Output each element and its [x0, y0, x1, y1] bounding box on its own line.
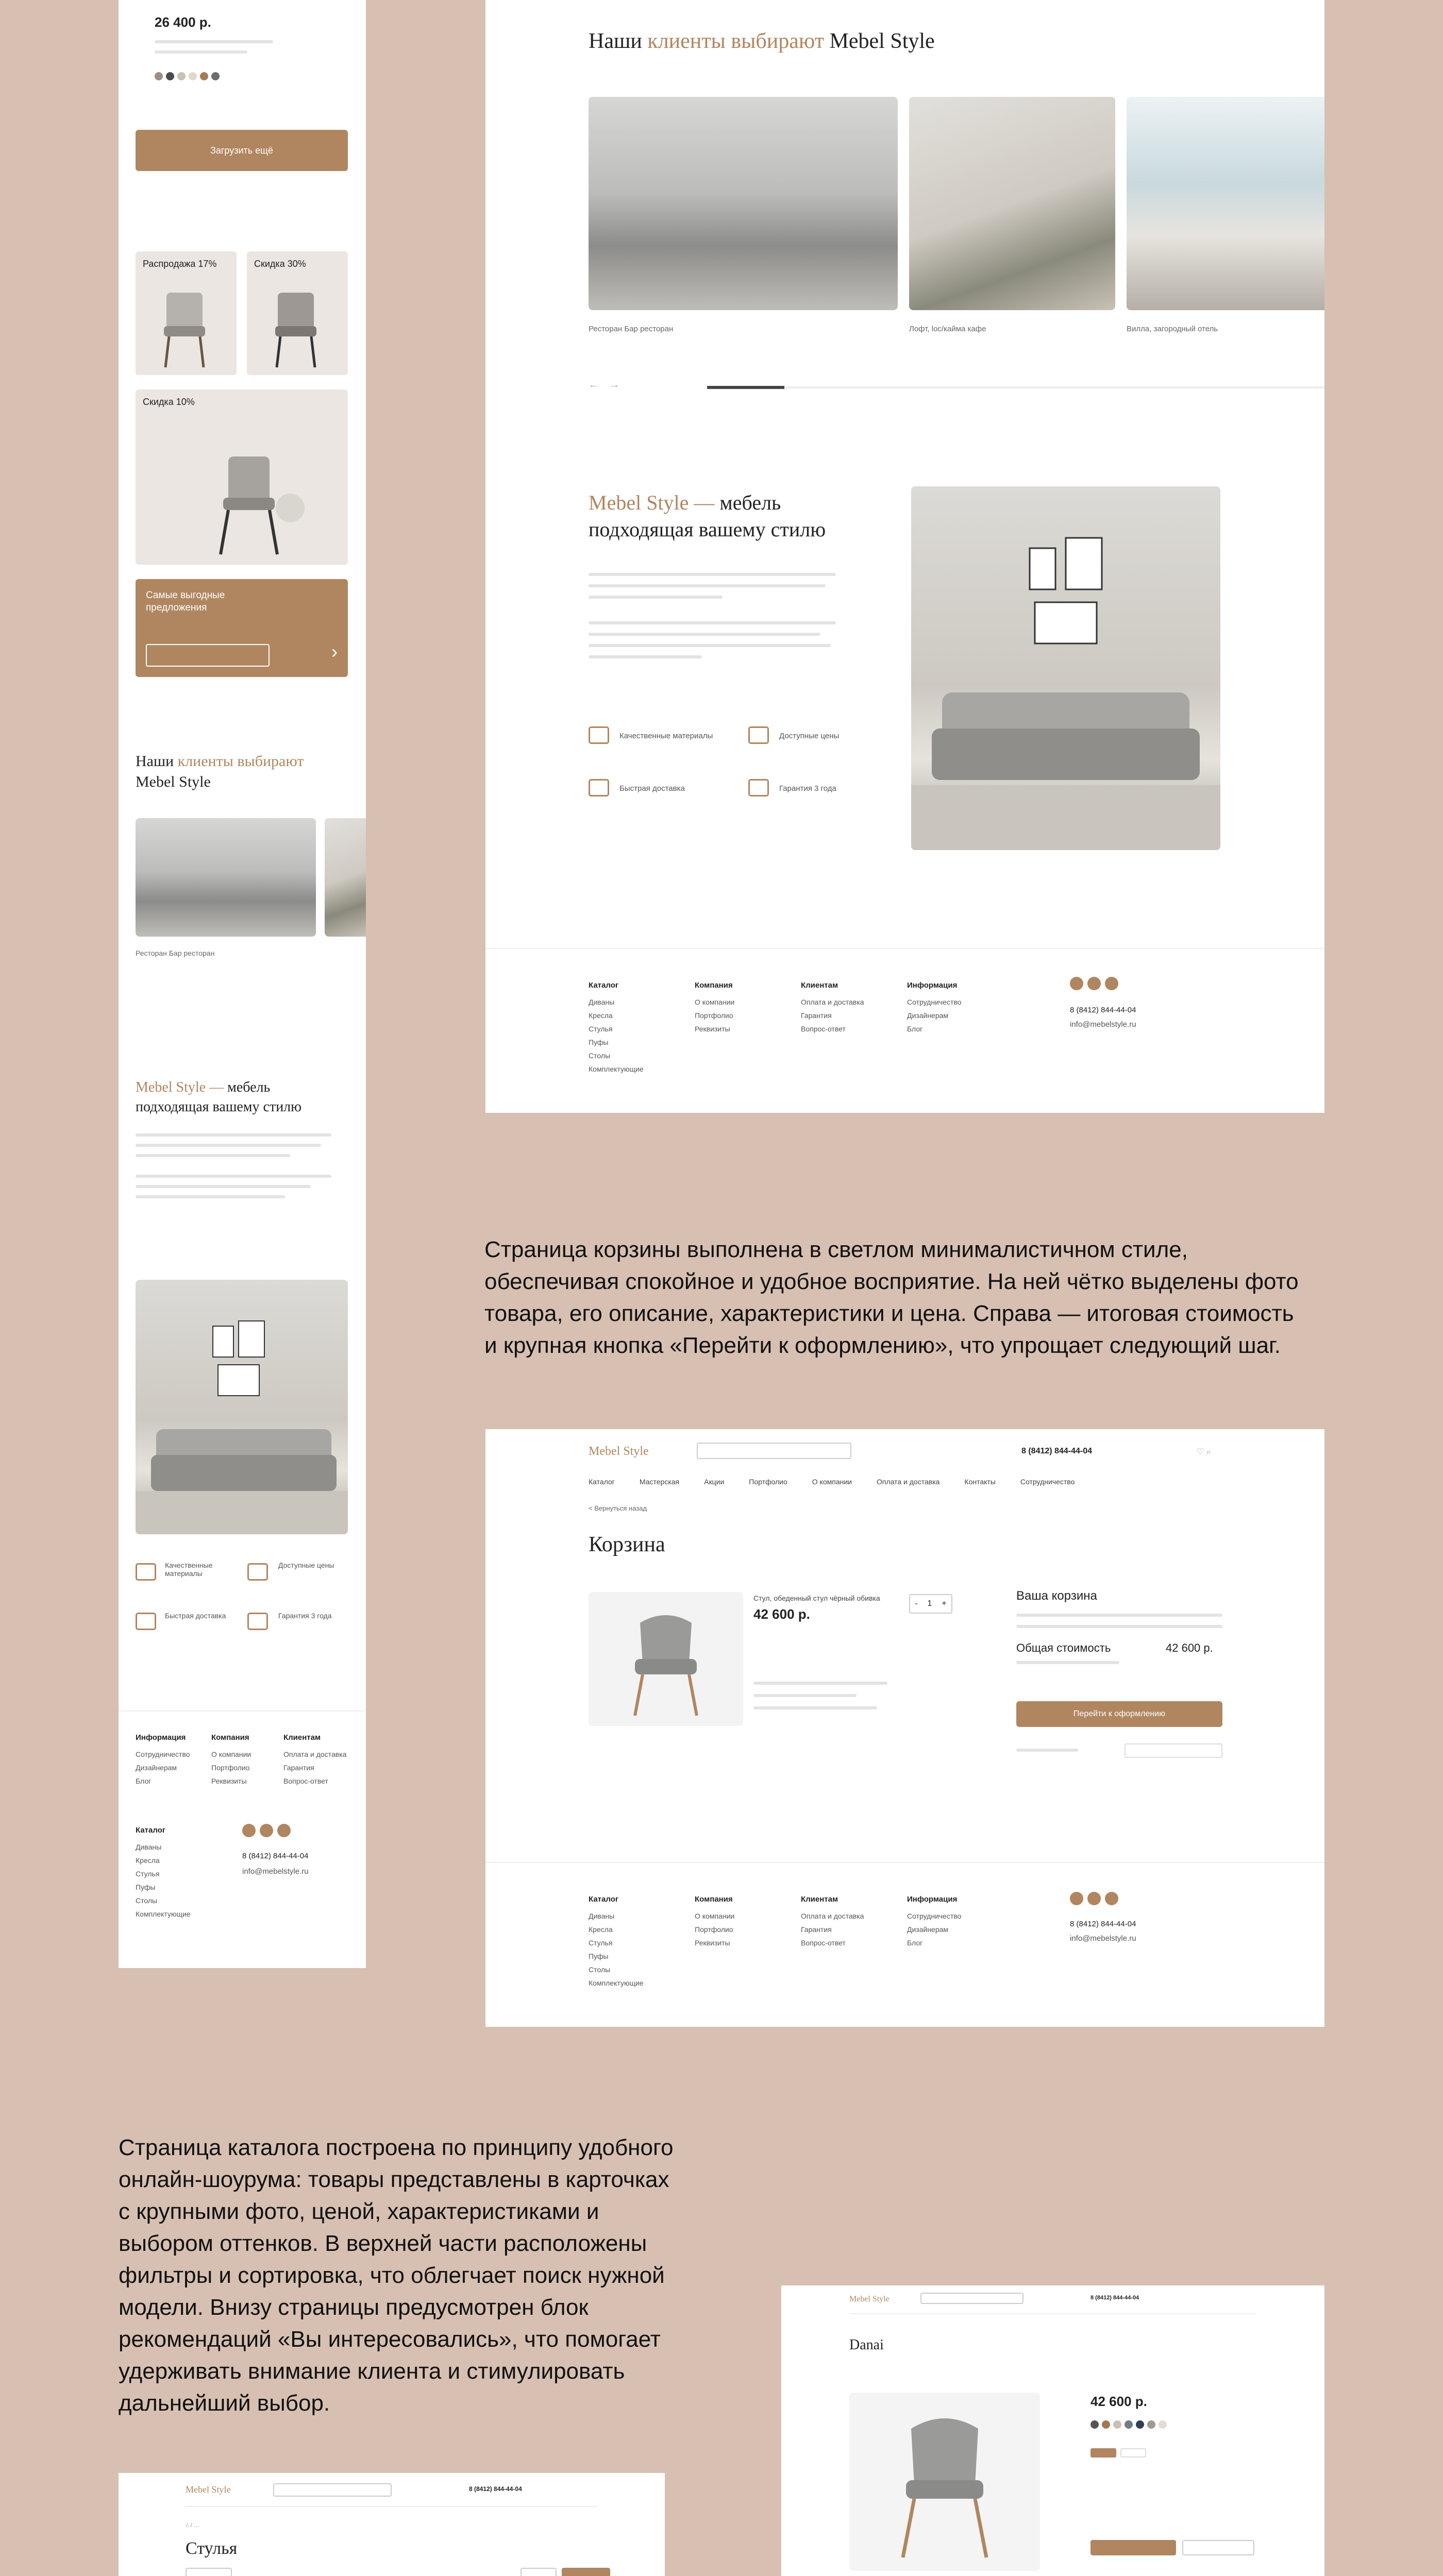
promo-card-3[interactable]: Скидка 10% — [136, 389, 348, 565]
vk-icon[interactable] — [242, 1824, 256, 1837]
quantity-stepper[interactable]: - 1 + — [909, 1594, 952, 1614]
client-photo-1 — [589, 97, 898, 310]
catalog-description: Страница каталога построена по принципу удобного онлайн-шоурума: товары представлены в карточках с крупными фото, ценой, характеристиками и выбором оттенков. В верхней части расположены фильтры и сортировка, что облегчает поиск нужной модели. Внизу страницы предусмотрен блок рекомендаций «Вы интересовались», что помогает удерживать внимание клиента и стимулировать дальнейший выбор. — [119, 2135, 674, 2416]
footer-catalog: Каталог Диваны Кресла Стулья Пуфы Столы Комплектующие — [589, 981, 644, 1073]
product-main-photo — [849, 2393, 1040, 2571]
header-icons[interactable]: ♡ ⌕ — [1197, 1448, 1211, 1456]
sort-apply-button[interactable] — [562, 2568, 610, 2576]
price-icon — [748, 726, 769, 744]
mobile-clients-title: Наши клиенты выбирают Mebel Style — [136, 753, 304, 790]
telegram-icon[interactable] — [260, 1824, 273, 1837]
mobile-footer-catalog: Каталог Диваны Кресла Стулья Пуфы Столы Комплектующие — [136, 1826, 191, 1918]
whatsapp-icon[interactable] — [1105, 1892, 1118, 1905]
telegram-icon[interactable] — [1087, 977, 1101, 990]
mobile-about-photo — [136, 1280, 348, 1534]
promo-input[interactable] — [1125, 1743, 1222, 1758]
checkout-button[interactable]: Перейти к оформлению — [1016, 1701, 1222, 1727]
quality-icon — [136, 1563, 156, 1581]
add-to-cart-button[interactable] — [1090, 2540, 1176, 2555]
catalog-page: Mebel Style 8 (8412) 844-44-04 ⌂ / … Стулья — [119, 2473, 665, 2576]
sort-select[interactable] — [521, 2568, 557, 2576]
main-nav: Каталог Мастерская Акции Портфолио О компании Оплата и доставка Контакты Сотрудничество — [589, 1478, 1075, 1486]
whatsapp-icon[interactable] — [277, 1824, 291, 1837]
clients-title: Наши клиенты выбирают Mebel Style — [589, 29, 935, 53]
client-photo-2 — [909, 97, 1115, 310]
material-option-1[interactable] — [1090, 2448, 1116, 2458]
filter-button[interactable] — [186, 2568, 232, 2576]
footer-info: Информация Сотрудничество Дизайнерам Блог — [907, 981, 962, 1033]
color-swatches[interactable] — [1090, 2420, 1170, 2431]
mobile-page: 26 400 р. Загрузить ещё Распродажа 17% Скидка 30% Скидка 10% Самые выгодные предложения › Наши клиенты выбирают Mebel Style Ресторан Бар ресторан Mebel Style — мебель подходящая вашему стилю Качественные материалы Доступные цены Быстрая доставка Гарантия 3 года Информация Сотрудничество Дизайнерам Блог Компания О компании Портфолио Реквизиты Клиентам Оплата и доставка Гарантия Вопрос-ответ Каталог Диваны Кресла Стулья Пуфы Столы Комплектующие 8 (8412) 844-44-04 info@mebelstyle.ru — [119, 0, 366, 1968]
product-price: 42 600 р. — [1090, 2394, 1147, 2409]
arrow-right-icon[interactable]: → — [609, 379, 619, 391]
delivery-icon — [136, 1613, 156, 1630]
client-photo-3 — [1127, 97, 1324, 310]
cart-description: Страница корзины выполнена в светлом минималистичном стиле, обеспечивая спокойное и удобное восприятие. На ней чётко выделены фото товара, его описание, характеристики и цена. Справа — итоговая стоимость и крупная кнопка «Перейти к оформлению», что упрощает следующий шаг. — [484, 1237, 1299, 1358]
price-icon — [247, 1563, 268, 1581]
product-name: Danai — [849, 2337, 884, 2353]
vk-icon[interactable] — [1070, 1892, 1083, 1905]
chevron-right-icon[interactable]: › — [331, 641, 338, 662]
vk-icon[interactable] — [1070, 977, 1083, 990]
mobile-load-more-button[interactable]: Загрузить ещё — [136, 130, 348, 171]
warranty-icon — [247, 1613, 268, 1630]
search-input[interactable] — [920, 2293, 1023, 2304]
material-option-2[interactable] — [1120, 2448, 1146, 2458]
mobile-client-photo-1 — [136, 818, 316, 937]
buy-one-click-button[interactable] — [1182, 2540, 1254, 2555]
delivery-icon — [589, 779, 609, 796]
telegram-icon[interactable] — [1087, 1892, 1101, 1905]
about-title: Mebel Style — мебель подходящая вашему стилю — [589, 491, 826, 541]
promo-card-1[interactable]: Распродажа 17% — [136, 251, 237, 375]
mobile-footer-company: Компания О компании Портфолио Реквизиты — [211, 1733, 251, 1785]
mobile-footer-info: Информация Сотрудничество Дизайнерам Блог — [136, 1733, 190, 1785]
page-title: Корзина — [589, 1533, 665, 1556]
mobile-client-photo-2 — [325, 818, 366, 937]
mobile-about-title: Mebel Style — мебель подходящая вашему стилю — [136, 1079, 302, 1115]
swatches[interactable] — [155, 72, 223, 83]
mobile-price: 26 400 р. — [155, 14, 211, 30]
quality-icon — [589, 726, 609, 744]
product-page: Mebel Style 8 (8412) 844-44-04 Danai 42 600 р. — [781, 2285, 1324, 2576]
warranty-icon — [748, 779, 769, 796]
arrow-left-icon[interactable]: ← — [589, 379, 599, 391]
cart-item-photo — [589, 1592, 743, 1726]
promo-banner[interactable]: Самые выгодные предложения › — [136, 579, 348, 677]
footer-clients: Клиентам Оплата и доставка Гарантия Вопрос-ответ — [801, 981, 864, 1033]
back-link[interactable]: < Вернуться назад — [589, 1504, 647, 1512]
promo-card-2[interactable]: Скидка 30% — [247, 251, 348, 375]
cart-page: Mebel Style 8 (8412) 844-44-04 ♡ ⌕ Каталог Мастерская Акции Портфолио О компании Оплата и доставка Контакты Сотрудничество < Вернуться назад Корзина Стул, обеденный стул чёрный обивка 42 600 р. - 1 + Ваша корзина Общая стоимость 42 600 р. Перейти к оформлению Каталог Диваны Кресла Стулья Пуфы Столы Комплектующие Компания О компании Портфолио Реквизиты Клиентам Оплата и доставка Гарантия Вопрос-ответ Информация Сотрудничество Дизайнерам Блог 8 (8412) 844-44-04 info@mebelstyle.ru — [485, 1429, 1324, 2027]
footer-company: Компания О компании Портфолио Реквизиты — [695, 981, 735, 1033]
search-input[interactable] — [697, 1443, 851, 1459]
main-page-desktop: Наши клиенты выбирают Mebel Style Ресторан Бар ресторан Лофт, loc/кайма кафе Вилла, загородный отель ← → Mebel Style — мебель подходящая вашему стилю Качественные материалы Доступные цены Быстрая доставка Гарантия 3 года Каталог Диваны Кресла Стулья Пуфы Столы Комплектующие Компания О компании Портфолио Реквизиты Клиентам Оплата и доставка Гарантия Вопрос-ответ Информация Сотрудничество Дизайнерам Блог 8 (8412) 844-44-04 info@mebelstyle.ru — [485, 0, 1324, 1113]
page-title: Стулья — [186, 2539, 238, 2558]
mobile-footer-clients: Клиентам Оплата и доставка Гарантия Вопрос-ответ — [283, 1733, 347, 1785]
search-input[interactable] — [273, 2483, 392, 2497]
about-photo — [911, 486, 1220, 850]
whatsapp-icon[interactable] — [1105, 977, 1118, 990]
